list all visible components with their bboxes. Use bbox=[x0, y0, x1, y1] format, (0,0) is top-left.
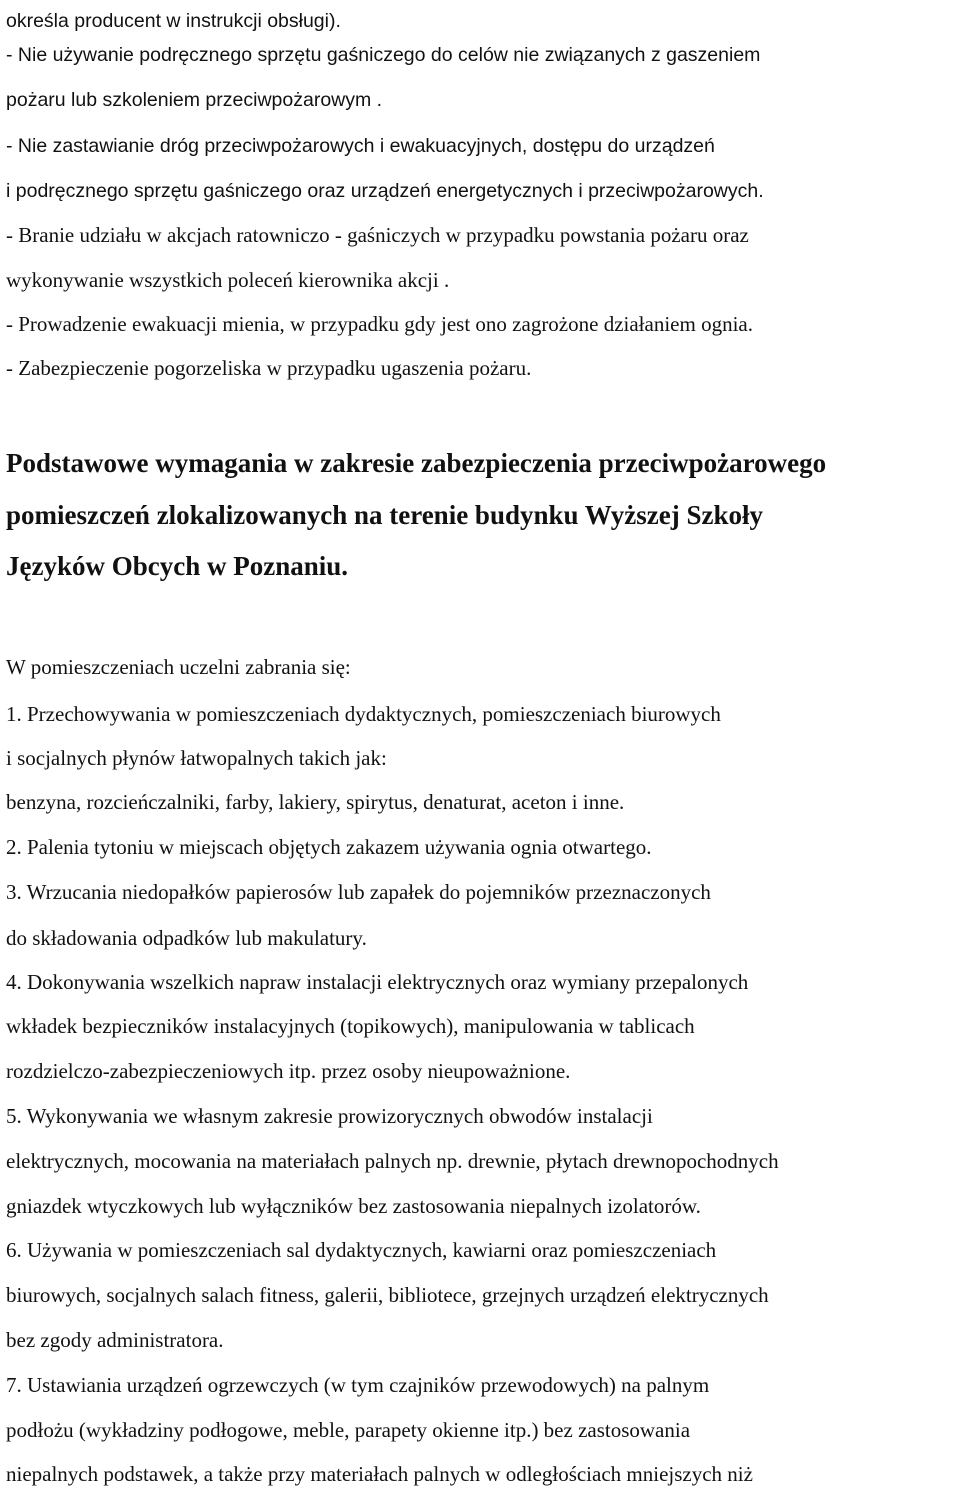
body-line-7: do składowania odpadków lub makulatury. bbox=[6, 926, 367, 950]
body-line-15: biurowych, socjalnych salach fitness, galerii, bibliotece, grzejnych urządzeń elektrycznych bbox=[6, 1283, 769, 1307]
body-line-12: elektrycznych, mocowania na materiałach palnych np. drewnie, płytach drewnopochodnych bbox=[6, 1149, 779, 1173]
body-line-19: niepalnych podstawek, a także przy materiałach palnych w odległościach mniejszych niż bbox=[6, 1462, 753, 1486]
body-line-9: wkładek bezpieczników instalacyjnych (topikowych), manipulowania w tablicach bbox=[6, 1014, 695, 1038]
section-heading-line-3: Języków Obcych w Poznaniu. bbox=[6, 551, 349, 581]
body-line-14: 6. Używania w pomieszczeniach sal dydaktycznych, kawiarni oraz pomieszczeniach bbox=[6, 1238, 717, 1262]
body-line-16: bez zgody administratora. bbox=[6, 1328, 224, 1352]
section-heading-line-2: pomieszczeń zlokalizowanych na terenie budynku Wyższej Szkoły bbox=[6, 500, 764, 530]
body-line-11: 5. Wykonywania we własnym zakresie prowizorycznych obwodów instalacji bbox=[6, 1104, 653, 1128]
body-line-3: i socjalnych płynów łatwopalnych takich jak: bbox=[6, 746, 387, 770]
text-line-top-2: - Nie używanie podręcznego sprzętu gaśniczego do celów nie związanych z gaszeniem bbox=[6, 44, 761, 66]
body-line-10: rozdzielczo-zabezpieczeniowych itp. przez osoby nieupoważnione. bbox=[6, 1059, 571, 1083]
text-line-top-3: pożaru lub szkoleniem przeciwpożarowym . bbox=[6, 89, 383, 111]
body-line-13: gniazdek wtyczkowych lub wyłączników bez zastosowania niepalnych izolatorów. bbox=[6, 1194, 701, 1218]
text-line-top-4: - Nie zastawianie dróg przeciwpożarowych i ewakuacyjnych, dostępu do urządzeń bbox=[6, 135, 715, 157]
body-line-1: W pomieszczeniach uczelni zabrania się: bbox=[6, 655, 351, 679]
text-line-top-8: - Prowadzenie ewakuacji mienia, w przypadku gdy jest ono zagrożone działaniem ognia. bbox=[6, 312, 753, 336]
body-line-17: 7. Ustawiania urządzeń ogrzewczych (w tym czajników przewodowych) na palnym bbox=[6, 1373, 710, 1397]
body-line-4: benzyna, rozcieńczalniki, farby, lakiery, spirytus, denaturat, aceton i inne. bbox=[6, 790, 625, 814]
text-line-top-6: - Branie udziału w akcjach ratowniczo - gaśniczych w przypadku powstania pożaru oraz bbox=[6, 223, 749, 247]
body-line-5: 2. Palenia tytoniu w miejscach objętych zakazem używania ognia otwartego. bbox=[6, 835, 652, 859]
body-line-2: 1. Przechowywania w pomieszczeniach dydaktycznych, pomieszczeniach biurowych bbox=[6, 702, 721, 726]
body-line-6: 3. Wrzucania niedopałków papierosów lub zapałek do pojemników przeznaczonych bbox=[6, 880, 711, 904]
text-line-top-7: wykonywanie wszystkich poleceń kierownika akcji . bbox=[6, 268, 450, 292]
body-line-8: 4. Dokonywania wszelkich napraw instalacji elektrycznych oraz wymiany przepalonych bbox=[6, 970, 749, 994]
section-heading-line-1: Podstawowe wymagania w zakresie zabezpieczenia przeciwpożarowego bbox=[6, 448, 827, 478]
text-line-top-1: określa producent w instrukcji obsługi). bbox=[6, 10, 341, 32]
text-line-top-9: - Zabezpieczenie pogorzeliska w przypadku ugaszenia pożaru. bbox=[6, 356, 532, 380]
body-line-18: podłożu (wykładziny podłogowe, meble, parapety okienne itp.) bez zastosowania bbox=[6, 1418, 691, 1442]
text-line-top-5: i podręcznego sprzętu gaśniczego oraz urządzeń energetycznych i przeciwpożarowych. bbox=[6, 180, 764, 202]
